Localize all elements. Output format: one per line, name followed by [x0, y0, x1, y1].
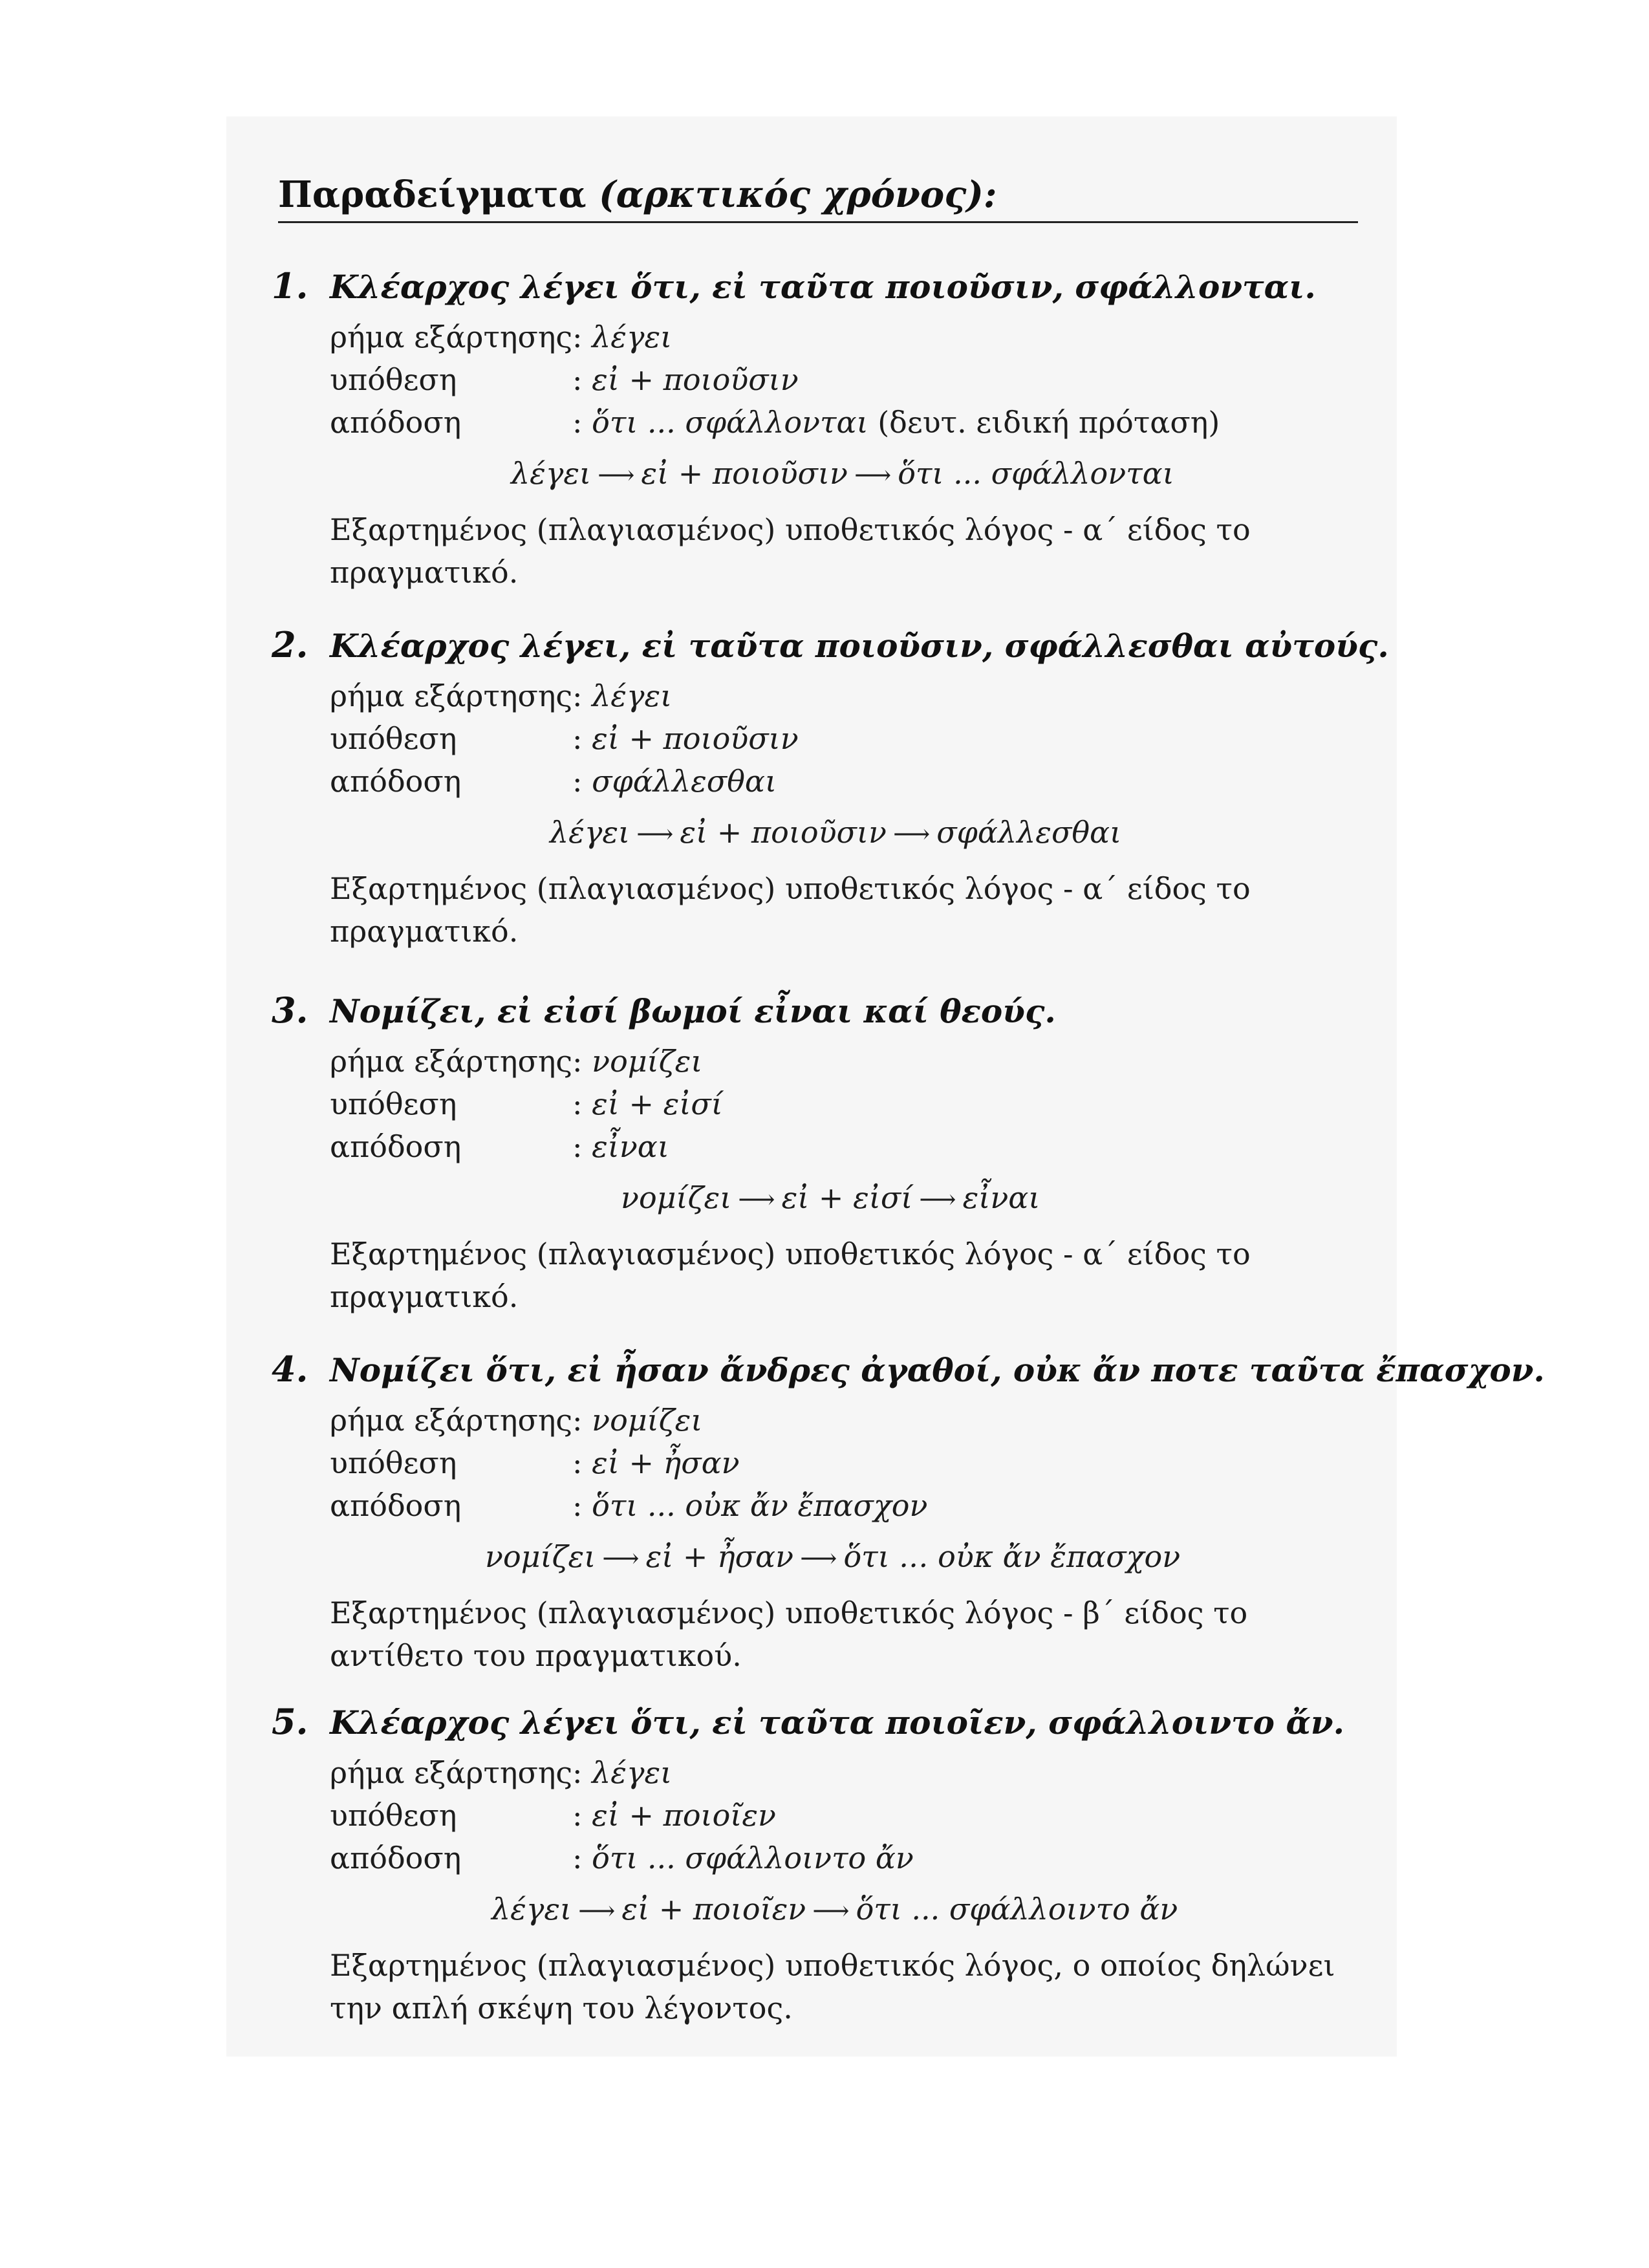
sep: : [572, 1841, 592, 1875]
analysis-rows [330, 1751, 1371, 1879]
flow-hypothesis: εἰ + εἰσί [781, 1180, 913, 1215]
verb-value: λέγει [592, 678, 673, 713]
example-description: Εξαρτημένος (πλαγιασμένος) υποθετικός λόγος - α΄ είδος το πραγματικό. [330, 1237, 1251, 1314]
verb-label: ρήμα εξάρτησης [330, 678, 573, 713]
flow-apodosis: ὅτι .‥ οὐκ ἄν ἔπασχον [843, 1539, 1181, 1574]
arrow-icon: ⟶ [738, 1185, 775, 1215]
flow-line [621, 1172, 1371, 1224]
example-sentence: Κλέαρχος λέγει ὅτι, εἰ ταῦτα ποιοῖεν, σφάλλοιντο ἄν. [330, 1703, 1345, 1742]
hypothesis-row [330, 1083, 1371, 1125]
example-description: Εξαρτημένος (πλαγιασμένος) υποθετικός λόγος, ο οποίος δηλώνει την απλή σκέψη του λέγοντος. [330, 1948, 1335, 2025]
hypothesis-value: εἰ + εἰσί [592, 1086, 723, 1121]
flow-hypothesis: εἰ + ποιοῦσιν [680, 815, 887, 850]
example-description: Εξαρτημένος (πλαγιασμένος) υποθετικός λόγος - α΄ είδος το πραγματικό. [330, 871, 1251, 949]
sep: : [572, 764, 592, 799]
sep: : [572, 1798, 592, 1833]
sep: : [572, 678, 592, 713]
apodosis-label: απόδοση [330, 1841, 462, 1875]
apodosis-label: απόδοση [330, 1129, 462, 1164]
example-number: 5. [272, 1701, 308, 1742]
sep: : [572, 1044, 592, 1079]
sep: : [572, 1403, 592, 1438]
example-sentence: Κλέαρχος λέγει ὅτι, εἰ ταῦτα ποιοῦσιν, σφάλλονται. [330, 268, 1316, 306]
verb-label: ρήμα εξάρτησης [330, 1755, 573, 1790]
example-2 [272, 624, 1389, 953]
title-italic: (αρκτικός χρόνος): [599, 173, 997, 216]
apodosis-value: σφάλλεσθαι [592, 764, 777, 799]
example-number: 4. [272, 1348, 308, 1390]
example-sentence: Νομίζει, εἰ εἰσί βωμοί εἶναι καί θεούς. [330, 992, 1056, 1030]
analysis-rows [330, 675, 1371, 803]
flow-apodosis: σφάλλεσθαι [936, 815, 1122, 850]
sep: : [572, 405, 592, 440]
flow-line [485, 1531, 1371, 1582]
flow-apodosis: ὅτι ... σφάλλονται [898, 456, 1174, 491]
example-3 [272, 989, 1371, 1318]
arrow-icon: ⟶ [854, 460, 892, 490]
example-4 [272, 1348, 1545, 1677]
example-sentence: Κλέαρχος λέγει, εἰ ταῦτα ποιοῦσιν, σφάλλεσθαι αὐτούς. [330, 627, 1389, 665]
example-title [272, 1701, 1371, 1742]
hypothesis-row [330, 717, 1371, 760]
sep: : [572, 319, 592, 354]
sep: : [572, 1129, 592, 1164]
arrow-icon: ⟶ [892, 819, 931, 849]
verb-value: νομίζει [592, 1044, 703, 1079]
arrow-icon: ⟶ [602, 1544, 640, 1573]
apodosis-row [330, 1484, 1371, 1527]
flow-verb: λέγει [491, 1892, 572, 1927]
sep: : [572, 721, 592, 756]
hypothesis-row [330, 358, 1371, 401]
sep: : [572, 1445, 592, 1480]
verb-row [330, 1040, 1371, 1083]
flow-apodosis: εἶναι [962, 1180, 1040, 1215]
hypothesis-value: εἰ + ἦσαν [592, 1445, 740, 1480]
flow-line [511, 448, 1371, 499]
example-title [272, 624, 1389, 665]
example-number: 3. [272, 989, 308, 1031]
arrow-icon: ⟶ [578, 1896, 616, 1926]
analysis-rows [330, 1040, 1371, 1168]
example-title [272, 1348, 1545, 1390]
example-1 [272, 265, 1371, 594]
verb-row [330, 1751, 1371, 1794]
hypothesis-value: εἰ + ποιοῦσιν [592, 721, 799, 756]
example-sentence: Νομίζει ὅτι, εἰ ἦσαν ἄνδρες ἀγαθοί, οὐκ ἄν ποτε ταῦτα ἔπασχον. [330, 1351, 1545, 1389]
arrow-icon: ⟶ [800, 1544, 837, 1573]
apodosis-label: απόδοση [330, 1488, 462, 1523]
apodosis-label: απόδοση [330, 764, 462, 799]
example-description: Εξαρτημένος (πλαγιασμένος) υποθετικός λόγος - β΄ είδος το αντίθετο του πραγματικού. [330, 1595, 1248, 1673]
analysis-rows [330, 1399, 1371, 1527]
apodosis-row [330, 401, 1371, 444]
apodosis-note: (δευτ. ειδική πρόταση) [868, 405, 1220, 440]
example-number: 1. [272, 265, 308, 307]
apodosis-value: ὅτι ... σφάλλοιντο ἄν [592, 1841, 914, 1875]
sep: : [572, 1488, 592, 1523]
hypothesis-label: υπόθεση [330, 721, 457, 756]
analysis-rows [330, 316, 1371, 444]
flow-hypothesis: εἰ + ἦσαν [645, 1539, 794, 1574]
flow-verb: νομίζει [621, 1180, 732, 1215]
apodosis-value: ὅτι ... οὐκ ἄν ἔπασχον [592, 1488, 928, 1523]
arrow-icon: ⟶ [636, 819, 674, 849]
apodosis-row [330, 1125, 1371, 1168]
arrow-icon: ⟶ [919, 1185, 956, 1215]
apodosis-value: ὅτι ... σφάλλονται [592, 405, 868, 440]
verb-value: λέγει [592, 1755, 673, 1790]
verb-value: λέγει [592, 319, 673, 354]
arrow-icon: ⟶ [598, 460, 635, 490]
hypothesis-row [330, 1442, 1371, 1484]
flow-verb: λέγει [511, 456, 592, 491]
verb-value: νομίζει [592, 1403, 703, 1438]
arrow-icon: ⟶ [812, 1896, 850, 1926]
hypothesis-row [330, 1794, 1371, 1837]
apodosis-value: εἶναι [592, 1129, 669, 1164]
flow-verb: λέγει [550, 815, 630, 850]
apodosis-row [330, 1837, 1371, 1879]
hypothesis-value: εἰ + ποιοῖεν [592, 1798, 776, 1833]
example-number: 2. [272, 624, 308, 665]
sep: : [572, 362, 592, 397]
hypothesis-label: υπόθεση [330, 1445, 457, 1480]
flow-hypothesis: εἰ + ποιοῦσιν [641, 456, 848, 491]
example-title [272, 989, 1371, 1031]
flow-line [550, 806, 1371, 858]
apodosis-label: απόδοση [330, 405, 462, 440]
apodosis-row [330, 760, 1371, 803]
hypothesis-label: υπόθεση [330, 1798, 457, 1833]
verb-label: ρήμα εξάρτησης [330, 319, 573, 354]
flow-line [491, 1883, 1371, 1935]
verb-label: ρήμα εξάρτησης [330, 1044, 573, 1079]
sep: : [572, 1086, 592, 1121]
verb-row [330, 675, 1371, 717]
hypothesis-label: υπόθεση [330, 362, 457, 397]
verb-label: ρήμα εξάρτησης [330, 1403, 573, 1438]
flow-verb: νομίζει [485, 1539, 596, 1574]
hypothesis-label: υπόθεση [330, 1086, 457, 1121]
example-title [272, 265, 1371, 307]
sep: : [572, 1755, 592, 1790]
verb-row [330, 1399, 1371, 1442]
hypothesis-value: εἰ + ποιοῦσιν [592, 362, 799, 397]
example-description: Εξαρτημένος (πλαγιασμένος) υποθετικός λόγος - α΄ είδος το πραγματικό. [330, 512, 1251, 590]
title-plain: Παραδείγματα [278, 173, 599, 216]
example-5 [272, 1701, 1371, 2029]
flow-hypothesis: εἰ + ποιοῖεν [621, 1892, 806, 1927]
flow-apodosis: ὅτι ... σφάλλοιντο ἄν [856, 1892, 1178, 1927]
page-title [278, 173, 1358, 223]
verb-row [330, 316, 1371, 358]
